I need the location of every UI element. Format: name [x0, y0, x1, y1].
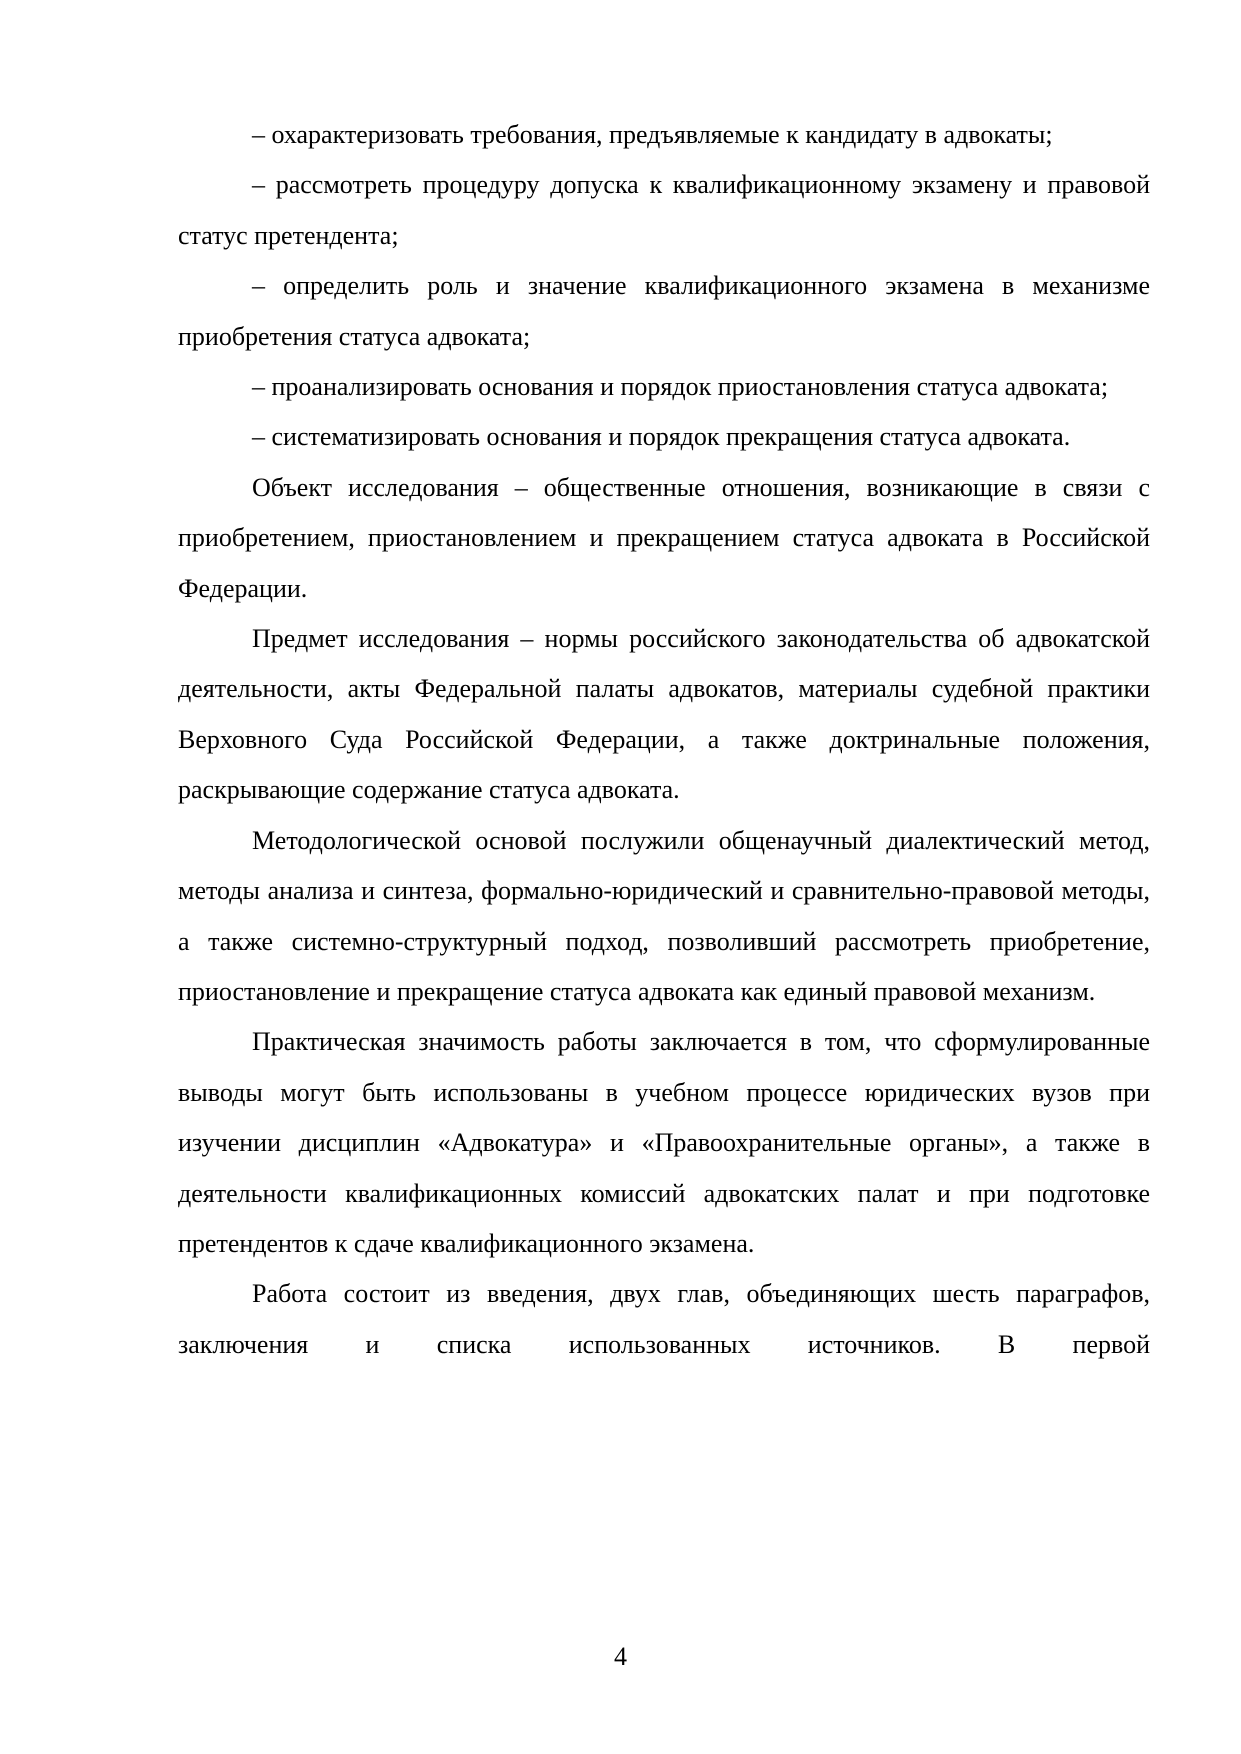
task-item-suspension: – проанализировать основания и порядок приостановления статуса адвоката; [252, 372, 1109, 402]
task-item-admission-procedure: – рассмотреть процедуру допуска к квалификационному экзамену и правовой статус претендента; [178, 170, 1150, 250]
practical-significance-paragraph: Практическая значимость работы заключается в том, что сформулированные выводы могут быть использованы в учебном процессе юридических вузов при изучении дисциплин «Адвокатура» и «Правоохранительные органы», а также в деятельности квалификационных комиссий адвокатских палат и при подготовке претендентов к сдаче квалификационного экзамена. [178, 1027, 1150, 1258]
page-number: 4 [614, 1642, 627, 1671]
task-item-requirements: – охарактеризовать требования, предъявляемые к кандидату в адвокаты; [252, 120, 1053, 149]
research-object-paragraph: Объект исследования – общественные отношения, возникающие в связи с приобретением, приостановлением и прекращением статуса адвоката в Российской Федерации. [178, 472, 1150, 603]
methodology-paragraph: Методологической основой послужили общенаучный диалектический метод, методы анализа и синтеза, формально-юридический и сравнительно-правовой методы, а также системно-структурный подход, позволивший рассмотреть приобретение, приостановление и прекращение статуса адвоката как единый правовой механизм. [178, 825, 1150, 1006]
structure-paragraph: Работа состоит из введения, двух глав, объединяющих шесть параграфов, заключения и списка использованных источников. В первой [178, 1279, 1150, 1359]
body-text [178, 110, 1150, 1370]
task-item-exam-role: – определить роль и значение квалификационного экзамена в механизме приобретения статуса адвоката; [178, 271, 1150, 351]
research-subject-paragraph: Предмет исследования – нормы российского законодательства об адвокатской деятельности, акты Федеральной палаты адвокатов, материалы судебной практики Верховного Суда Российской Федерации, а также доктринальные положения, раскрывающие содержание статуса адвоката. [178, 624, 1150, 805]
task-item-termination: – систематизировать основания и порядок прекращения статуса адвоката. [252, 422, 1071, 452]
